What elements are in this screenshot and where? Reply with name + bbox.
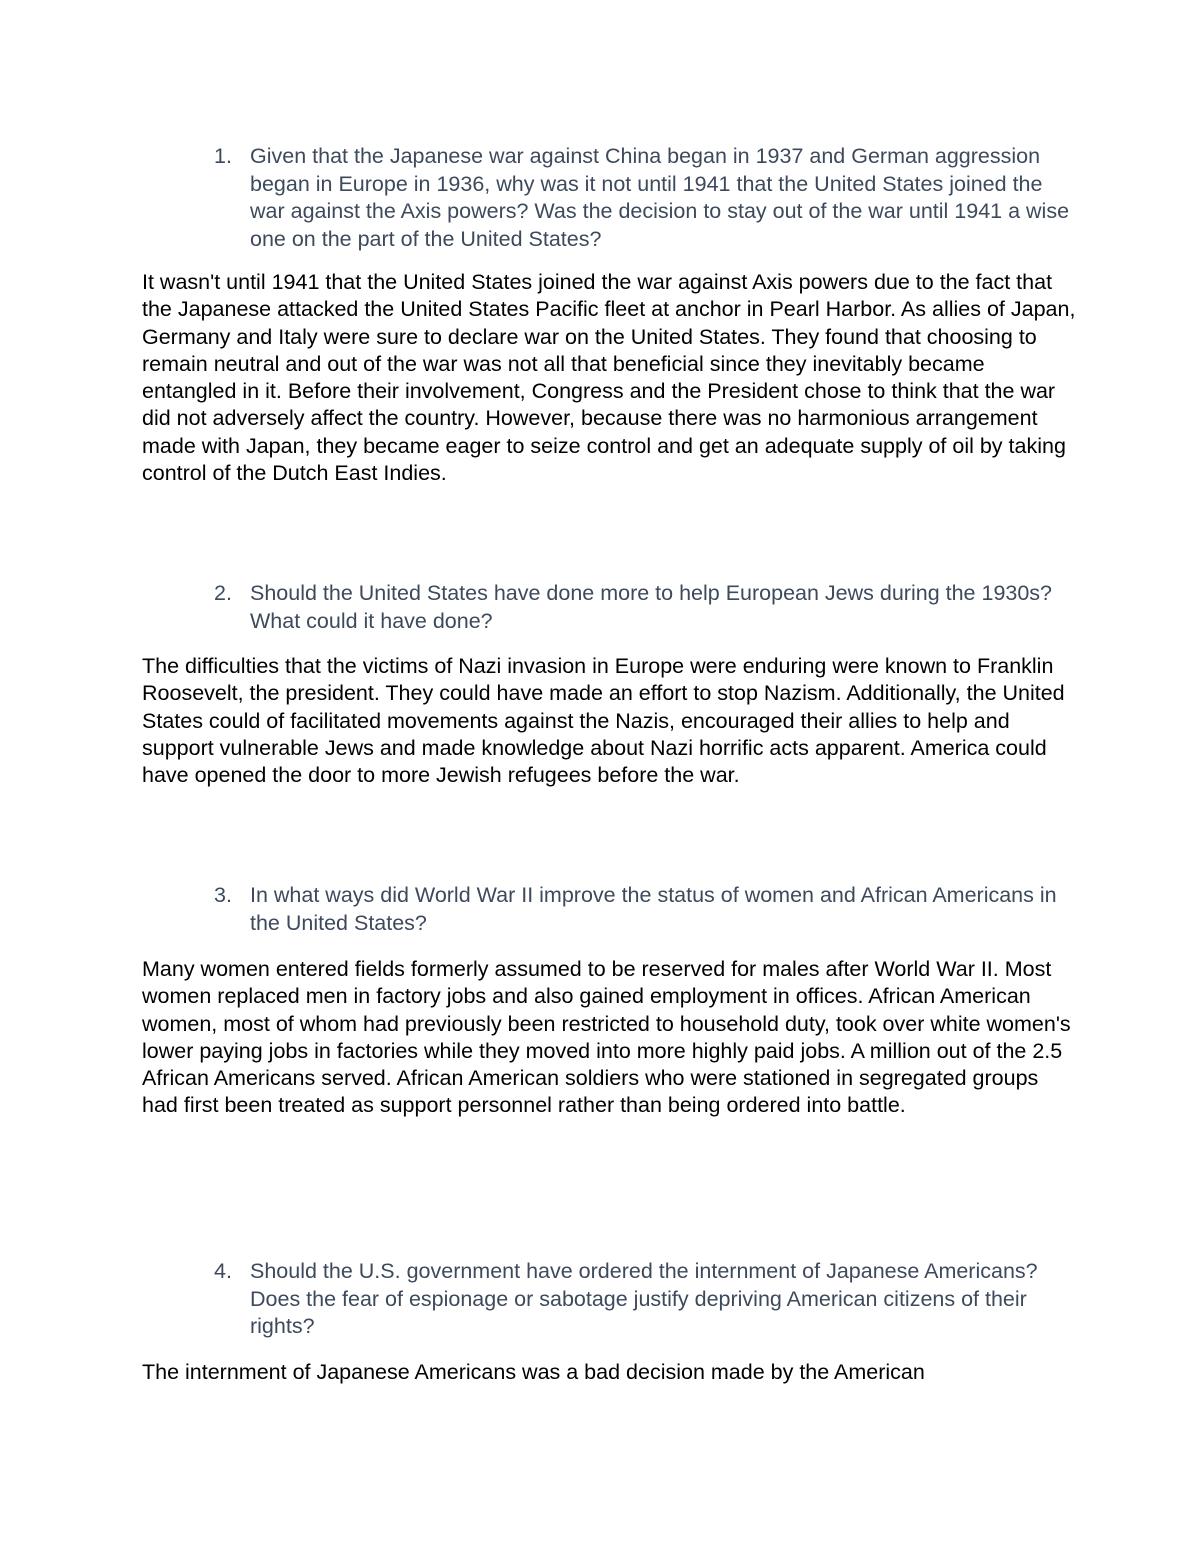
question-number: 1. (214, 144, 232, 168)
answer-2: The difficulties that the victims of Nazi invasion in Europe were enduring were known to Franklin Roosevelt, the president. They could have made an effort to stop Nazism. Additionally, the United States could of facilitated movements against the Nazis, encouraged their allies to help and support vulnerable Jews and made knowledge about Nazi horrific acts apparent. America could have opened the door to more Jewish refugees before the war. (142, 654, 1065, 788)
question-number: 4. (214, 1259, 232, 1283)
question-text: Should the U.S. government have ordered the internment of Japanese Americans? Does the fear of espionage or sabotage justify depriving American citizens of their rights? (250, 1259, 1038, 1338)
answer-4: The internment of Japanese Americans was a bad decision made by the American (142, 1360, 925, 1384)
question-number: 2. (214, 581, 232, 605)
question-text: Should the United States have done more to help European Jews during the 1930s? What could it have done? (250, 581, 1053, 633)
answer-1: It wasn't until 1941 that the United States joined the war against Axis powers due to the fact that the Japanese attacked the United States Pacific fleet at anchor in Pearl Harbor. As allies of Japan, Germany and Italy were sure to declare war on the United States. They found that choosing to remain neutral and out of the war was not all that beneficial since they inevitably became entangled in it. Before their involvement, Congress and the President chose to think that the war did not adversely affect the country. However, because there was no harmonious arrangement made with Japan, they became eager to seize control and get an adequate supply of oil by taking control of the Dutch East Indies. (142, 270, 1076, 486)
question-1 (214, 143, 1074, 253)
question-number: 3. (214, 883, 232, 907)
question-3 (214, 882, 1074, 937)
question-4 (214, 1258, 1074, 1341)
question-text: In what ways did World War II improve the status of women and African Americans in the United States? (250, 883, 1057, 935)
answer-3: Many women entered fields formerly assumed to be reserved for males after World War II. Most women replaced men in factory jobs and also gained employment in offices. African American women, most of whom had previously been restricted to household duty, took over white women's lower paying jobs in factories while they moved into more highly paid jobs. A million out of the 2.5 African Americans served. African American soldiers who were stationed in segregated groups had first been treated as support personnel rather than being ordered into battle. (142, 957, 1071, 1118)
question-2 (214, 580, 1074, 635)
question-text: Given that the Japanese war against China began in 1937 and German aggression began in Europe in 1936, why was it not until 1941 that the United States joined the war against the Axis powers? Was the decision to stay out of the war until 1941 a wise one on the part of the United States? (250, 144, 1070, 251)
